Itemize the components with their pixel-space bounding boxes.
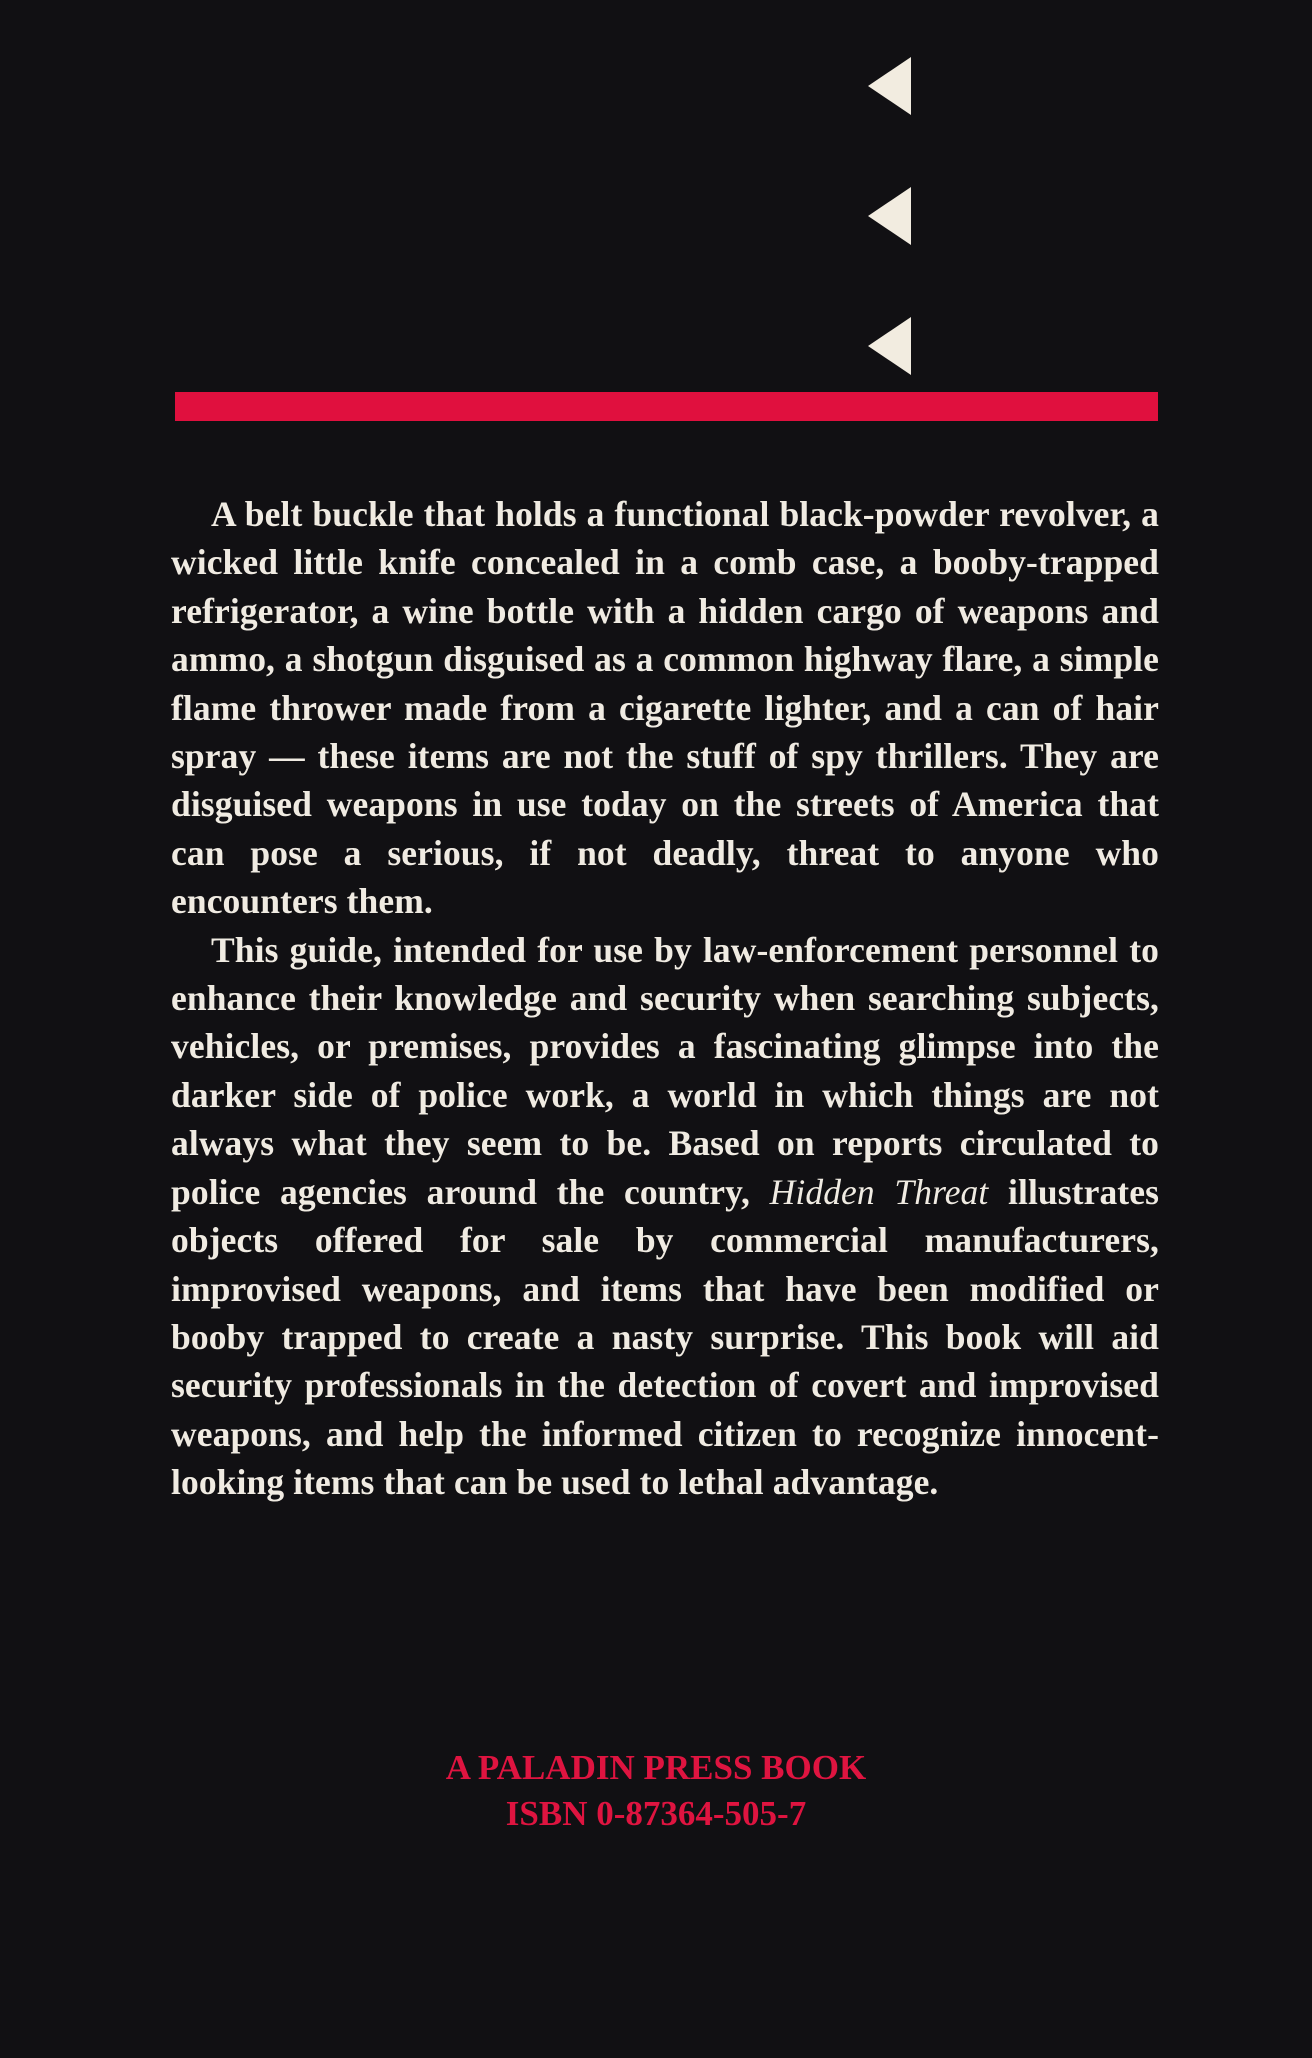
isbn-line: ISBN 0-87364-505-7 <box>505 1794 807 1833</box>
book-title: Hidden Threat <box>769 1171 989 1212</box>
blurb <box>171 490 1159 1507</box>
blurb-text: illustrates objects offered for sale by commercial manufacturers, improvised weapons, and items that have been modified or booby trapped to create a nasty surprise. This book will aid security professionals in the detection of covert and improvised weapons, and help the informed citizen to recognize innocent-looking items that can be used to lethal advantage. <box>171 1171 1159 1503</box>
left-triangle-icon <box>868 57 911 115</box>
left-triangle-icon <box>868 187 911 245</box>
left-triangle-icon <box>868 317 911 375</box>
publisher-line: A PALADIN PRESS BOOK <box>445 1748 867 1787</box>
red-divider-bar <box>175 392 1158 421</box>
blurb-paragraph-1: A belt buckle that holds a functional black-powder revolver, a wicked little knife concealed in a comb case, a booby-trapped refrigerator, a wine bottle with a hidden cargo of weapons and ammo, a shotgun disguised as a common highway flare, a simple flame thrower made from a cigarette lighter, and a can of hair spray — these items are not the stuff of spy thrillers. They are disguised weapons in use today on the streets of America that can pose a serious, if not deadly, threat to anyone who encounters them. <box>171 494 1159 922</box>
blurb-text: This guide, intended for use by law-enforcement personnel to enhance their knowledge and security when searching subjects, vehicles, or premises, provides a fascinating glimpse into the darker side of police work, a world in which things are not always what they seem to be. Based on reports circulated to police agencies around the country, <box>171 929 1159 1212</box>
blurb-paragraph-2 <box>171 926 1159 1507</box>
publisher-info <box>0 1745 1312 1837</box>
